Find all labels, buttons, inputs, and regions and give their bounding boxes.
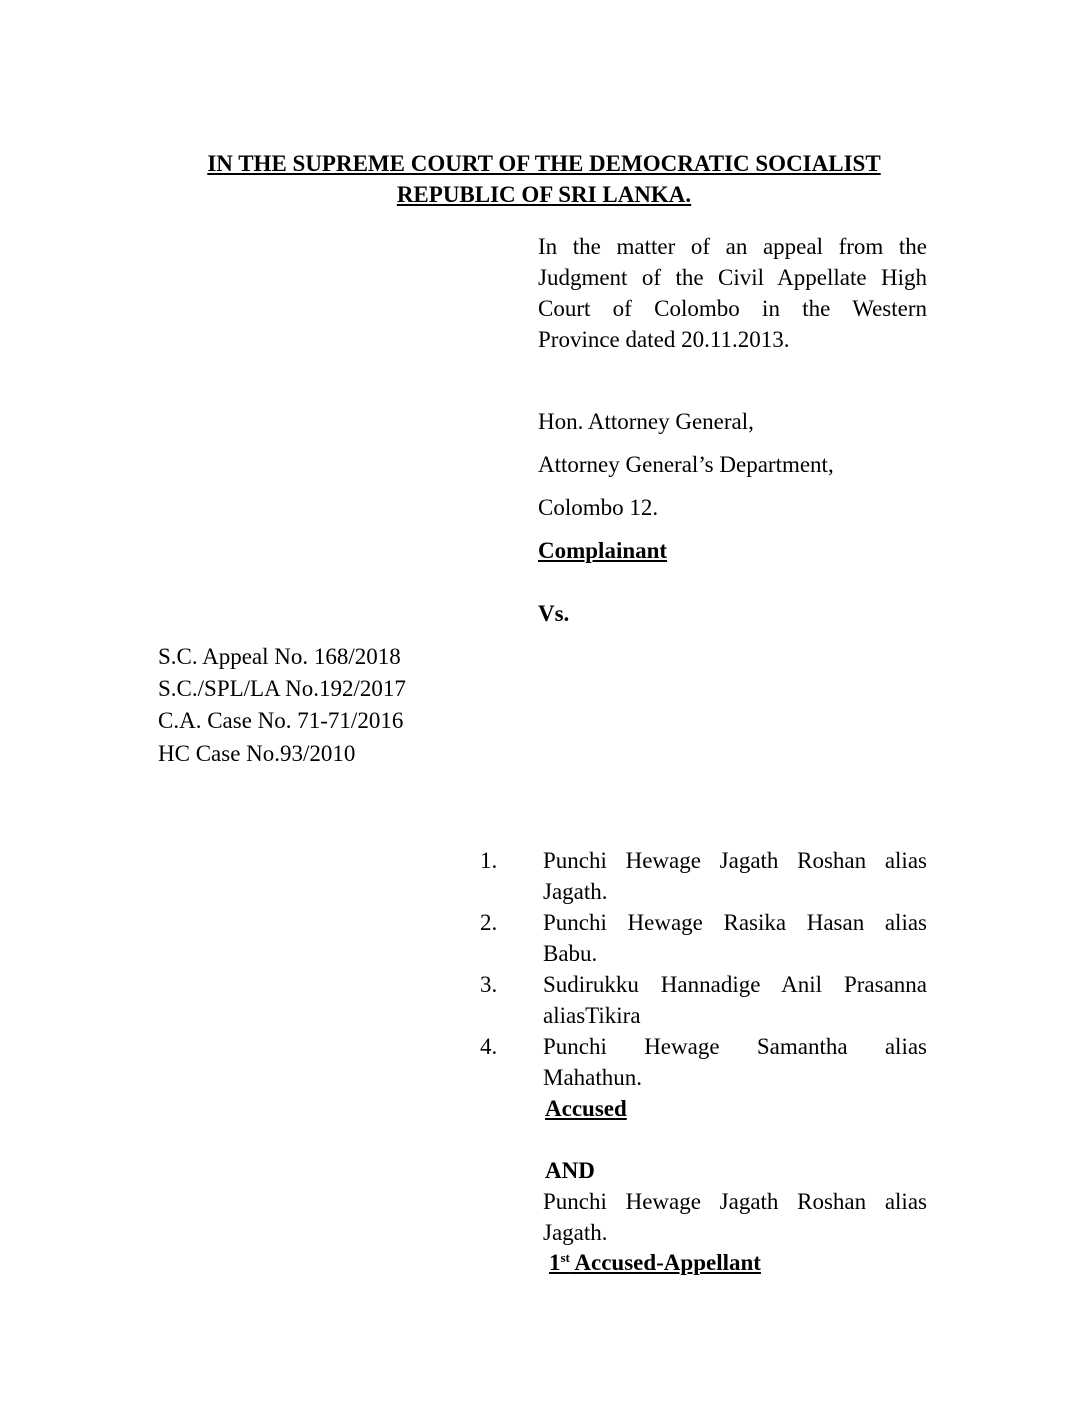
- accused-item: [543, 907, 927, 969]
- court-heading-line1: IN THE SUPREME COURT OF THE DEMOCRATIC SOCIALIST: [207, 151, 881, 176]
- matter-line: Court of Colombo in the Western: [538, 296, 927, 321]
- appellant-item: [543, 1186, 927, 1248]
- court-heading-line2: REPUBLIC OF SRI LANKA.: [396, 182, 692, 207]
- accused-name: Sudirukku Hannadige Anil Prasanna: [543, 972, 927, 997]
- accused-role: Accused: [545, 1096, 627, 1121]
- case-number: S.C. Appeal No. 168/2018: [158, 644, 401, 669]
- accused-item: [543, 969, 927, 1031]
- appellant-role-suffix: st: [560, 1250, 570, 1265]
- case-number: C.A. Case No. 71-71/2016: [158, 708, 404, 733]
- case-number: S.C./SPL/LA No.192/2017: [158, 676, 406, 701]
- complainant-role: Complainant: [538, 538, 668, 563]
- matter-line: In the matter of an appeal from the: [538, 234, 927, 259]
- accused-number: 3.: [480, 972, 498, 997]
- matter-paragraph: [538, 231, 927, 355]
- appellant-role-number: 1: [549, 1250, 561, 1275]
- and-label: AND: [545, 1158, 595, 1183]
- appellant-role-text: Accused-Appellant: [569, 1250, 761, 1275]
- appellant-alias: Jagath.: [543, 1220, 608, 1245]
- complainant-city: Colombo 12.: [538, 495, 659, 520]
- accused-alias: Babu.: [543, 941, 598, 966]
- versus-label: Vs.: [538, 601, 570, 626]
- matter-line: Province dated 20.11.2013.: [538, 327, 790, 352]
- accused-number: 1.: [480, 848, 498, 873]
- accused-number: 2.: [480, 910, 498, 935]
- accused-name: Punchi Hewage Jagath Roshan alias: [543, 848, 927, 873]
- accused-name: Punchi Hewage Rasika Hasan alias: [543, 910, 927, 935]
- accused-number: 4.: [480, 1034, 498, 1059]
- accused-alias: Mahathun.: [543, 1065, 643, 1090]
- appellant-name: Punchi Hewage Jagath Roshan alias: [543, 1189, 927, 1214]
- accused-alias: aliasTikira: [543, 1003, 641, 1028]
- accused-alias: Jagath.: [543, 879, 608, 904]
- accused-item: [543, 1031, 927, 1093]
- matter-line: Judgment of the Civil Appellate High: [538, 265, 927, 290]
- appellant-role: [549, 1247, 761, 1278]
- complainant-name: Hon. Attorney General,: [538, 409, 754, 434]
- accused-item: [543, 845, 927, 907]
- complainant-department: Attorney General’s Department,: [538, 452, 834, 477]
- accused-name: Punchi Hewage Samantha alias: [543, 1034, 927, 1059]
- case-number: HC Case No.93/2010: [158, 741, 356, 766]
